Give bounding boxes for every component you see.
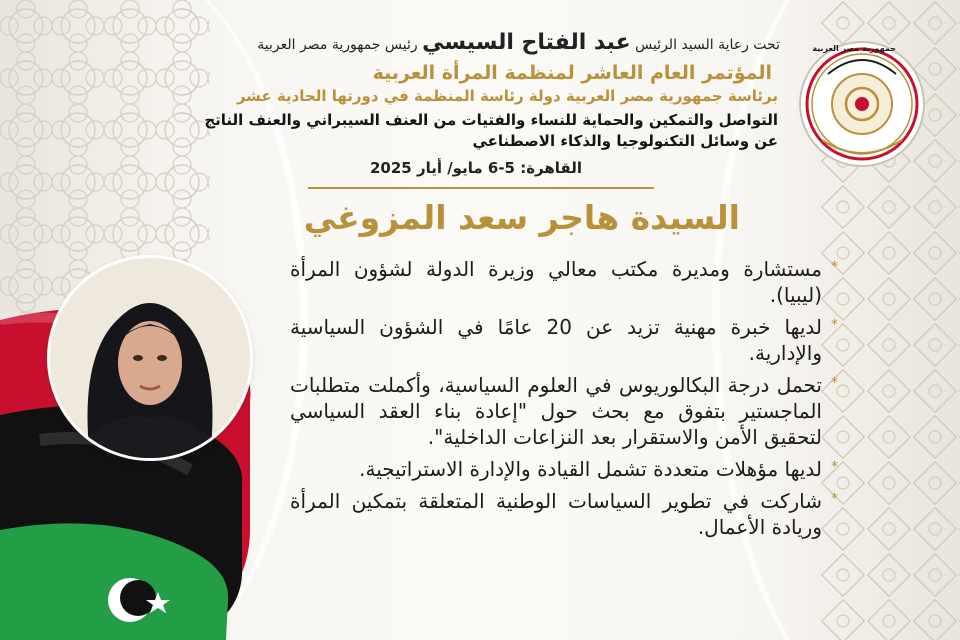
bullet-star-icon: * <box>831 459 838 475</box>
bullet-star-icon: * <box>831 259 838 275</box>
patron-name: عبد الفتاح السيسي <box>422 30 631 55</box>
conference-title: المؤتمر العام العاشر لمنظمة المرأة العربية <box>372 62 772 84</box>
bio-item-text: لديها مؤهلات متعددة تشمل القيادة والإدارة الاستراتيجية. <box>359 457 822 481</box>
bullet-star-icon: * <box>831 375 838 391</box>
speaker-portrait <box>50 258 250 458</box>
bio-item <box>290 456 838 482</box>
conference-logo <box>798 40 926 168</box>
bio-item-text: شاركت في تطوير السياسات الوطنية المتعلقة بتمكين المرأة وريادة الأعمال. <box>290 489 822 539</box>
bio-item <box>290 314 838 366</box>
speaker-bio-list <box>290 256 838 546</box>
portrait-illustration <box>50 258 250 458</box>
patronage-line <box>257 30 780 55</box>
bio-item <box>290 372 838 450</box>
header-divider <box>308 187 654 189</box>
bullet-star-icon: * <box>831 491 838 507</box>
patronage-suffix: رئيس جمهورية مصر العربية <box>257 37 418 53</box>
presidency-line: برئاسة جمهورية مصر العربية دولة رئاسة المنظمة في دورتها الحادية عشر <box>236 87 778 105</box>
conference-date: القاهرة: 5-6 مايو/ أيار 2025 <box>369 159 582 177</box>
bullet-star-icon: * <box>831 317 838 333</box>
bio-item <box>290 488 838 540</box>
bio-item-text: تحمل درجة البكالوريوس في العلوم السياسية، وأكملت متطلبات الماجستير بتفوق مع بحث حول "إعادة بناء العقد السياسي لتحقيق الأمن والاستقرار بعد النزاعات الداخلية". <box>290 373 822 449</box>
conference-theme: التواصل والتمكين والحماية للنساء والفتيات من العنف السيبراني والعنف الناتج عن وسائل التكنولوجيا والذكاء الاصطناعي <box>204 111 778 150</box>
logo-top-text: جمهورية مصر العربية <box>812 44 896 53</box>
bio-item-text: مستشارة ومديرة مكتب معالي وزيرة الدولة لشؤون المرأة (ليبيا). <box>290 257 822 307</box>
bio-item <box>290 256 838 308</box>
speaker-name: السيدة هاجر سعد المزوغي <box>303 198 740 237</box>
bio-item-text: لديها خبرة مهنية تزيد عن 20 عامًا في الشؤون السياسية والإدارية. <box>290 315 822 365</box>
patronage-prefix: تحت رعاية السيد الرئيس <box>635 37 780 53</box>
